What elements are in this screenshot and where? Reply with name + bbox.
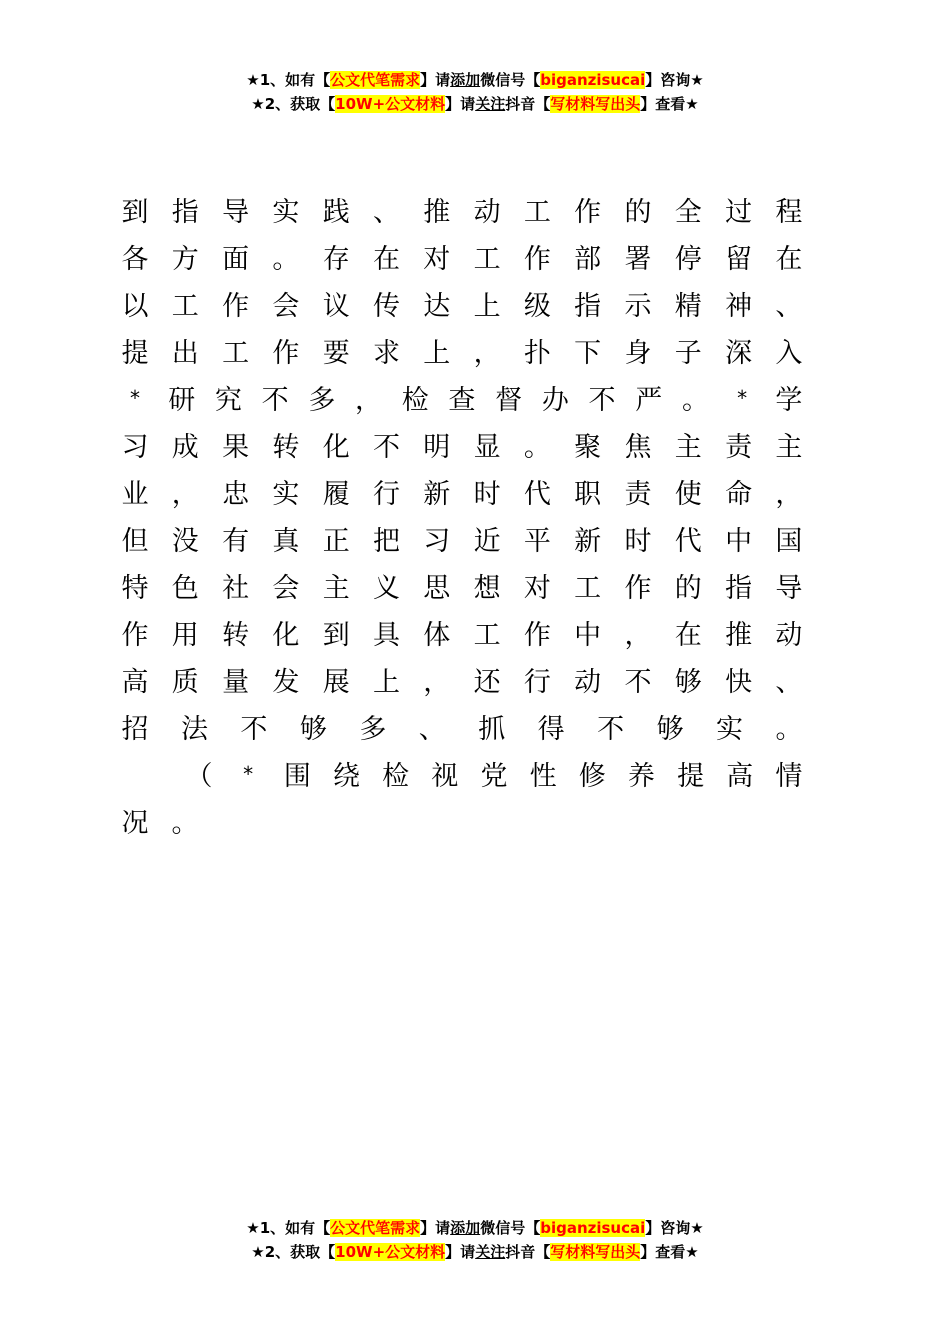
body-line: 作 用 转 化 到 具 体 工 作 中 ， 在 推 动 xyxy=(121,620,803,651)
star-icon: ★ xyxy=(251,95,265,113)
star-icon: ★ xyxy=(246,1219,260,1237)
highlight-service: 公文代笔需求 xyxy=(330,1219,421,1237)
highlight-service: 公文代笔需求 xyxy=(330,71,421,89)
star-icon: ★ xyxy=(685,1243,699,1261)
highlight-materials: 10W+公文材料 xyxy=(335,95,446,113)
body-line: （ * 围 绕 检 视 党 性 修 养 提 高 情 xyxy=(185,761,803,792)
banner-line-2: ★2、获取【10W+公文材料】请关注抖音【写材料写出头】查看★ xyxy=(251,1243,699,1261)
body-line: 各 方 面 。 存 在 对 工 作 部 署 停 留 在 xyxy=(121,244,803,275)
star-icon: ★ xyxy=(685,95,699,113)
body-line: 业 ， 忠 实 履 行 新 时 代 职 责 使 命 ， xyxy=(121,479,803,510)
star-icon: ★ xyxy=(690,71,704,89)
douyin-account: 写材料写出头 xyxy=(550,95,641,113)
document-body xyxy=(117,186,807,844)
body-line: 高 质 量 发 展 上 ， 还 行 动 不 够 快 、 xyxy=(121,667,803,698)
banner-line-1: ★1、如有【公文代笔需求】请添加微信号【biganzisucai】咨询★ xyxy=(246,1219,704,1237)
body-line: 提 出 工 作 要 求 上 ， 扑 下 身 子 深 入 xyxy=(121,338,803,369)
star-icon: ★ xyxy=(246,71,260,89)
body-line: 况 。 xyxy=(121,808,199,839)
body-line: * 研 究 不 多 ， 检 查 督 办 不 严 。 * 学 xyxy=(130,385,803,416)
douyin-account: 写材料写出头 xyxy=(550,1243,641,1261)
highlight-materials: 10W+公文材料 xyxy=(335,1243,446,1261)
footer-banner xyxy=(0,1216,950,1264)
star-icon: ★ xyxy=(690,1219,704,1237)
body-line: 但 没 有 真 正 把 习 近 平 新 时 代 中 国 xyxy=(121,526,803,557)
banner-line-1: ★1、如有【公文代笔需求】请添加微信号【biganzisucai】咨询★ xyxy=(246,71,704,89)
body-line: 到 指 导 实 践 、 推 动 工 作 的 全 过 程 xyxy=(121,197,803,228)
wechat-id: biganzisucai xyxy=(540,1219,646,1237)
header-banner xyxy=(0,68,950,116)
star-icon: ★ xyxy=(251,1243,265,1261)
wechat-id: biganzisucai xyxy=(540,71,646,89)
body-line: 习 成 果 转 化 不 明 显 。 聚 焦 主 责 主 xyxy=(121,432,803,463)
body-line: 特 色 社 会 主 义 思 想 对 工 作 的 指 导 xyxy=(121,573,803,604)
body-line: 以 工 作 会 议 传 达 上 级 指 示 精 神 、 xyxy=(121,291,803,322)
body-line: 招 法 不 够 多 、 抓 得 不 够 实 。 xyxy=(121,714,803,745)
banner-line-2: ★2、获取【10W+公文材料】请关注抖音【写材料写出头】查看★ xyxy=(251,95,699,113)
